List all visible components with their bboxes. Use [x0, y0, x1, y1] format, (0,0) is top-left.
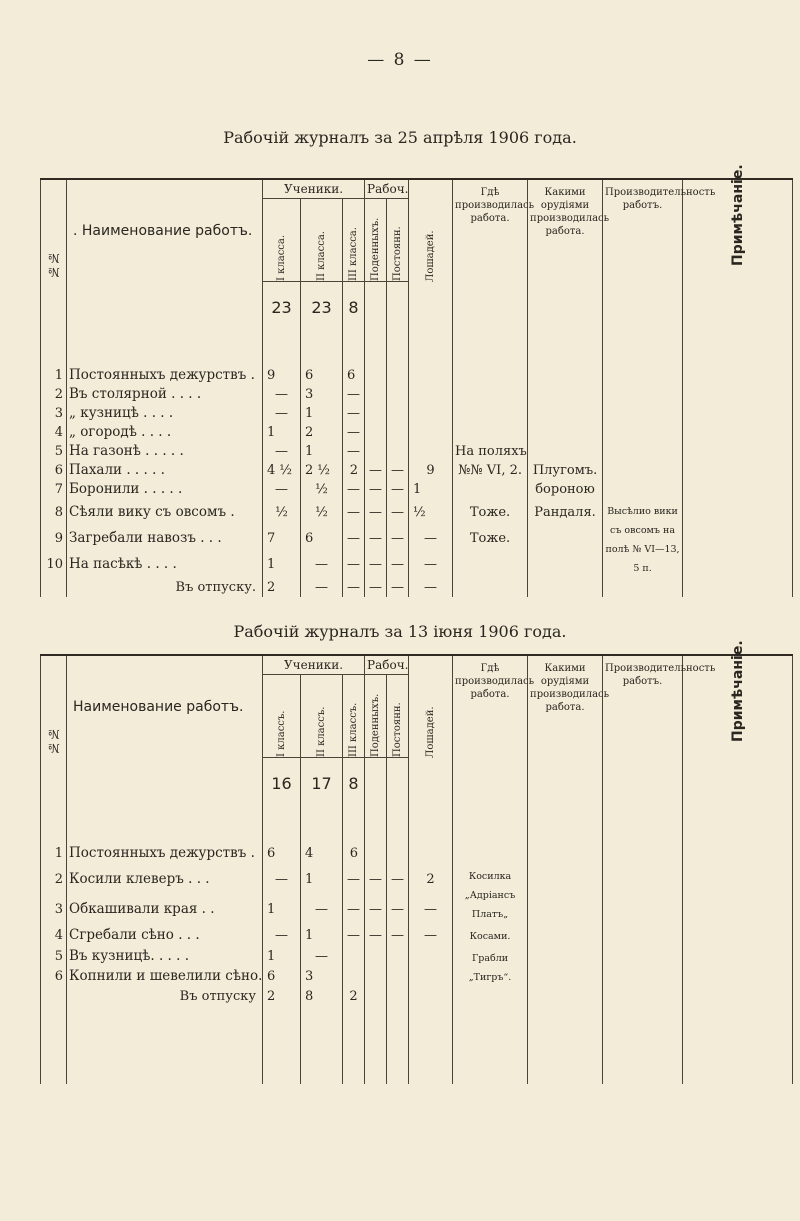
header-class1: I класса.	[263, 199, 301, 282]
header-perm: Постоянн.	[387, 675, 409, 758]
header-num: №№	[41, 179, 67, 282]
header-name: . Наименование работъ.	[67, 179, 263, 282]
producer-note: Высѣлио вики съ овсомъ на полѣ № VI—13, 5 п.	[603, 499, 683, 578]
totals-row	[41, 282, 793, 333]
table-row: 6 Пахали . . . . . 4 ½ 2 ½ 2 — — 9 №№ VI, 2. Плугомъ.	[41, 461, 793, 480]
header-num: №№	[41, 655, 67, 758]
table-row: Въ отпуску 2 8 2	[41, 987, 793, 1006]
journal-title-june: Рабочій журналъ за 13 іюня 1906 года.	[233, 622, 567, 641]
table-row: 5 На газонѣ . . . . . — 1 — На поляхъ	[41, 442, 793, 461]
header-class1: I классъ.	[263, 675, 301, 758]
table-row: 10 На пасѣкѣ . . . . 1 — — — — —	[41, 552, 793, 578]
total-class1: 23	[263, 282, 301, 333]
header-tools: Какими орудіями производилась работа.	[528, 179, 603, 282]
total-class3: 8	[343, 282, 365, 333]
table-row: 8 Сѣяли вику съ овсомъ . ½ ½ — — — ½ Тоже. Рандаля. Высѣлио вики съ овсомъ на полѣ № VI—13, 5 п.	[41, 499, 793, 525]
header-note: Примѣчаніе.	[683, 179, 793, 282]
table-row: 2 Косили клеверъ . . . — 1 — — — 2 Косилка „Адріансъ Платъ„	[41, 864, 793, 894]
total-class3: 8	[343, 758, 365, 809]
table-row: 9 Загребали навозъ . . . 7 6 — — — — Тоже.	[41, 525, 793, 551]
header-tools: Какими орудіями производилась работа.	[528, 655, 603, 758]
header-class2: II классъ.	[301, 675, 343, 758]
header-workers: Рабоч.	[365, 179, 409, 199]
where-mower: Косилка „Адріансъ Платъ„	[453, 864, 528, 924]
header-class3: III класса.	[343, 199, 365, 282]
table-row: 2 Въ столярной . . . . — 3 —	[41, 385, 793, 404]
header-horses: Лошадей.	[409, 179, 453, 282]
header-producer: Производительность работъ.	[603, 655, 683, 758]
header-perm: Постоянн.	[387, 199, 409, 282]
journal-table-april	[40, 164, 793, 597]
total-class1: 16	[263, 758, 301, 809]
table-row: Въ отпуску. 2 — — — — —	[41, 578, 793, 597]
header-horses: Лошадей.	[409, 655, 453, 758]
header-name: Наименование работъ.	[67, 655, 263, 758]
table-row: 5 Въ кузницѣ. . . . . 1 — Грабли „Тигръ“.	[41, 946, 793, 967]
table-row: 7 Боронили . . . . . — ½ — — — 1 бороною	[41, 480, 793, 499]
totals-row	[41, 758, 793, 809]
header-students: Ученики.	[263, 179, 365, 199]
header-students: Ученики.	[263, 655, 365, 675]
header-class2: II класса.	[301, 199, 343, 282]
header-class3: III классъ.	[343, 675, 365, 758]
where-rake: Грабли „Тигръ“.	[453, 946, 528, 987]
total-class2: 23	[301, 282, 343, 333]
journal-table-june	[40, 640, 793, 1084]
table-row: 4 Сгребали сѣно . . . — 1 — — — — Косами.	[41, 924, 793, 946]
header-note: Примѣчаніе.	[683, 655, 793, 758]
table-row: 3 „ кузницѣ . . . . — 1 —	[41, 404, 793, 423]
page-number: — 8 —	[367, 50, 433, 70]
table-row: 6 Копнили и шевелили сѣно. 6 3	[41, 967, 793, 988]
header-day: Поденныхъ.	[365, 199, 387, 282]
table-row: 1 Постоянныхъ дежурствъ . 9 6 6	[41, 366, 793, 385]
total-class2: 17	[301, 758, 343, 809]
header-producer: Производительность работъ.	[603, 179, 683, 282]
header-where: Гдѣ производилась работа.	[453, 179, 528, 282]
header-where: Гдѣ производилась работа.	[453, 655, 528, 758]
table-row: 4 „ огородѣ . . . . 1 2 —	[41, 423, 793, 442]
header-workers: Рабоч.	[365, 655, 409, 675]
header-day: Поденныхъ.	[365, 675, 387, 758]
table-row: 1 Постоянныхъ дежурствъ . 6 4 6	[41, 842, 793, 864]
journal-title-april: Рабочій журналъ за 25 апрѣля 1906 года.	[223, 128, 577, 147]
table-row: 3 Обкашивали края . . 1 — — — — —	[41, 894, 793, 924]
